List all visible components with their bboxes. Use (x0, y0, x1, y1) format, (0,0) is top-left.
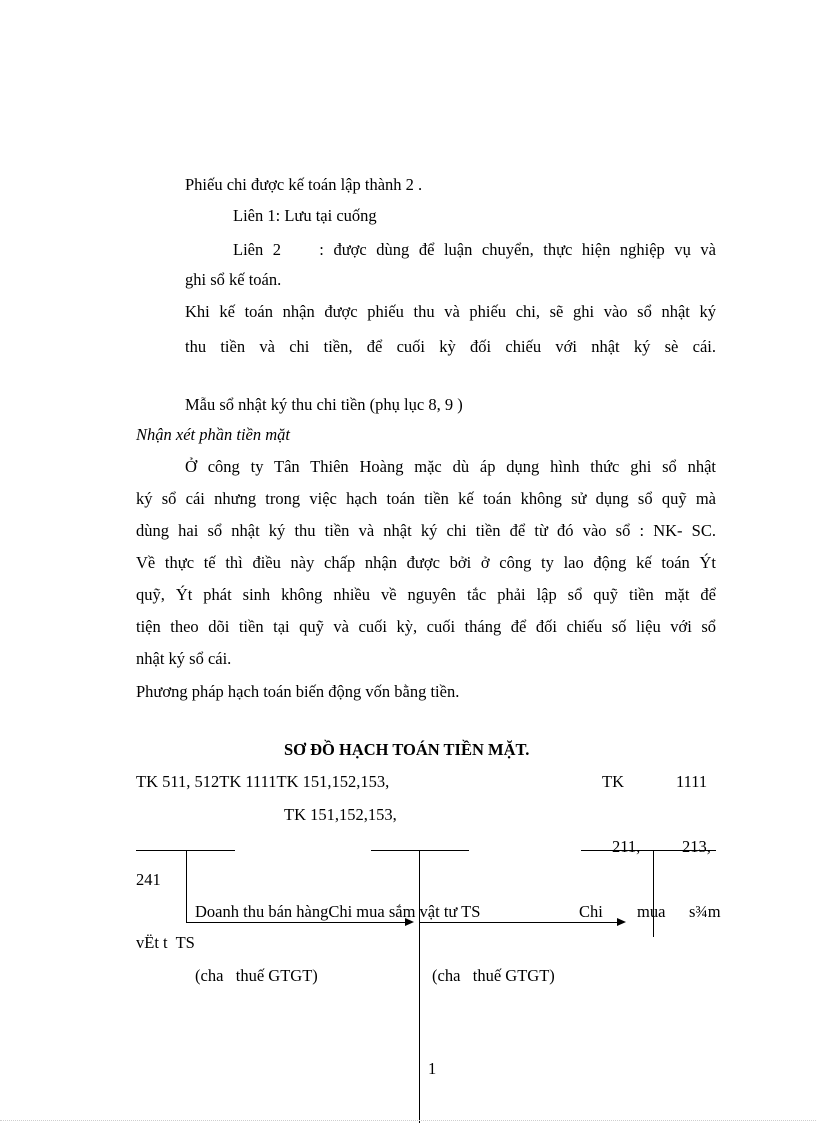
page-number: 1 (428, 1059, 437, 1078)
entry-revenue-purchase: Doanh thu bán hàngChi mua sắm vật tư TS (195, 902, 481, 921)
diagram-tk-label: TK (602, 772, 624, 791)
diagram-tk-1111: 1111 (676, 772, 708, 791)
entry-vat-tu: vËt t TS (136, 933, 195, 952)
text-khi-ke-toan-line1: Khi kế toán nhận được phiếu thu và phiếu chi, sẽ ghi vào sổ nhật ký (185, 302, 716, 321)
page-border (0, 1120, 816, 1121)
diagram-tk-213: 213, (682, 837, 711, 856)
note-right: (cha thuế GTGT) (432, 966, 555, 985)
entry-mua: mua (637, 902, 666, 921)
arrow-purchase-head (617, 918, 626, 926)
diagram-tk-241: 241 (136, 870, 161, 889)
text-khi-ke-toan-line2: thu tiền và chi tiền, để cuối kỳ đối chiếu với nhật ký sè cái. (185, 337, 716, 356)
text-nhan-xet-line: Về thực tế thì điều này chấp nhận được bởi ở công ty lao động kế toán Ýt (136, 553, 716, 572)
entry-chi: Chi (579, 902, 603, 921)
text-phuong-phap: Phương pháp hạch toán biến động vốn bằng tiền. (136, 682, 460, 701)
text-nhan-xet-line: ký sổ cái nhưng trong việc hạch toán tiền kế toán không sử dụng sổ quỹ mà (136, 489, 716, 508)
text-nhan-xet-line: dùng hai sổ nhật ký thu tiền và nhật ký chi tiền để từ đó vào sổ : NK- SC. (136, 521, 716, 540)
diagram-tk-211: 211, (612, 837, 641, 856)
entry-sam: s¾m (689, 902, 721, 921)
arrow-purchase-shaft (420, 922, 618, 923)
arrow-revenue-shaft (186, 922, 406, 923)
diagram-title: SƠ ĐỒ HẠCH TOÁN TIỀN MẶT. (284, 740, 530, 759)
note-left: (cha thuế GTGT) (195, 966, 318, 985)
text-phieu-chi: Phiếu chi được kế toán lập thành 2 . (185, 175, 423, 194)
text-nhan-xet-line: Ở công ty Tân Thiên Hoàng mặc dù áp dụng hình thức ghi sổ nhật (185, 457, 716, 476)
text-lien-1: Liên 1: Lưu tại cuống (233, 206, 377, 225)
t-account-right-stem (653, 851, 654, 937)
diagram-accounts-row2: TK 151,152,153, (284, 805, 397, 824)
text-nhan-xet-line: nhật ký sổ cái. (136, 649, 232, 668)
t-account-top-line-center (371, 850, 469, 851)
text-mau-so: Mẫu sổ nhật ký thu chi tiền (phụ lục 8, 9 ) (185, 395, 463, 414)
arrow-revenue-head (405, 918, 414, 926)
t-account-left-stem (186, 851, 187, 923)
diagram-accounts-row1: TK 511, 512TK 1111TK 151,152,153, (136, 772, 390, 791)
heading-nhan-xet: Nhận xét phần tiền mặt (136, 425, 290, 444)
t-account-center-stem (419, 851, 420, 1123)
text-nhan-xet-line: quỹ, Ýt phát sinh không nhiều về nguyên tắc phải lập sổ quỹ tiền mặt để (136, 585, 716, 604)
text-lien-2-line2: ghi sổ kế toán. (185, 270, 282, 289)
text-nhan-xet-line: tiện theo dõi tiền tại quỹ và cuối kỳ, cuối tháng để đối chiếu số liệu với sổ (136, 617, 716, 636)
text-lien-2-line1: Liên 2 : được dùng để luận chuyển, thực hiện nghiệp vụ và (233, 240, 716, 259)
